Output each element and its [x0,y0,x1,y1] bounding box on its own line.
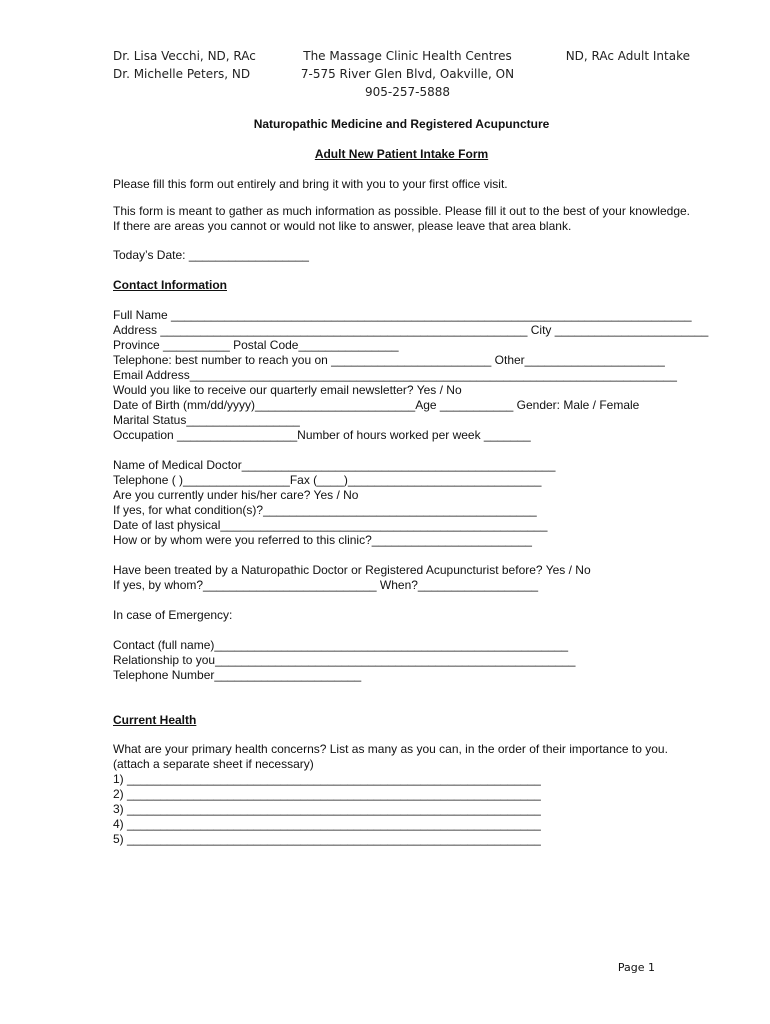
header-right [565,47,690,65]
emergency-label: In case of Emergency: [113,608,233,622]
page-title: Naturopathic Medicine and Registered Acupuncture [253,117,550,131]
newsletter-question[interactable]: Would you like to receive our quarterly email newsletter? Yes / No [113,383,462,397]
clinic-address: 7-575 River Glen Blvd, Oakville, ON [300,67,515,81]
form-type: ND, RAc Adult Intake [565,49,690,63]
address-field[interactable]: Address _______________________________________________________ City _______________________ [113,323,709,337]
under-care-question[interactable]: Are you currently under his/her care? Yes / No [113,488,359,502]
intro-paragraph-2: This form is meant to gather as much information as possible. Please fill it out to the best of your knowledge. If there are areas you cannot or would not like to answer, please leave that area blank. [113,204,690,233]
condition-field[interactable]: If yes, for what condition(s)?_________________________________________ [113,503,537,517]
dob-field[interactable]: Date of Birth (mm/dd/yyyy)________________________Age ___________ Gender: Male / Female [113,398,640,412]
page-number: Page 1 [617,961,655,974]
occupation-field[interactable]: Occupation __________________Number of hours worked per week _______ [113,428,531,442]
practitioner-2: Dr. Michelle Peters, ND [113,67,251,81]
concern-2-field[interactable]: 2) ______________________________________________________________ [113,787,541,801]
emergency-section [113,638,690,683]
contact-section [113,308,709,443]
clinic-name: The Massage Clinic Health Centres [303,49,512,63]
prior-treatment-field[interactable]: If yes, by whom?__________________________ When?__________________ [113,578,539,592]
form-subtitle: Adult New Patient Intake Form [314,147,489,161]
prior-treatment-question[interactable]: Have been treated by a Naturopathic Doctor or Registered Acupuncturist before? Yes / No [113,563,591,577]
concern-4-field[interactable]: 4) ______________________________________________________________ [113,817,541,831]
header-center [290,47,525,101]
todays-date-field[interactable]: Today’s Date: __________________ [113,248,309,262]
health-question: What are your primary health concerns? List as many as you can, in the order of their importance to you. (attach a separate sheet if necessary) [113,742,668,771]
form-body [113,116,709,847]
contact-heading: Contact Information [113,278,227,292]
doctor-phone-field[interactable]: Telephone ( )________________Fax (____)_____________________________ [113,473,542,487]
marital-status-field[interactable]: Marital Status_________________ [113,413,300,427]
referral-field[interactable]: How or by whom were you referred to this clinic?________________________ [113,533,532,547]
practitioner-1: Dr. Lisa Vecchi, ND, RAc [113,49,256,63]
health-concerns-list [113,772,690,847]
clinic-phone: 905-257-5888 [364,85,450,99]
doctor-section [113,458,690,548]
relationship-field[interactable]: Relationship to you______________________________________________________ [113,653,576,667]
concern-1-field[interactable]: 1) ______________________________________________________________ [113,772,541,786]
full-name-field[interactable]: Full Name ______________________________________________________________________________ [113,308,692,322]
header-left [113,47,256,83]
concern-5-field[interactable]: 5) ______________________________________________________________ [113,832,541,846]
concern-3-field[interactable]: 3) ______________________________________________________________ [113,802,541,816]
emergency-phone-field[interactable]: Telephone Number______________________ [113,668,362,682]
intro-paragraph-1: Please fill this form out entirely and bring it with you to your first office visit. [113,177,508,191]
last-physical-field[interactable]: Date of last physical_________________________________________________ [113,518,548,532]
medical-doctor-field[interactable]: Name of Medical Doctor_______________________________________________ [113,458,556,472]
current-health-heading: Current Health [113,713,197,727]
emergency-contact-field[interactable]: Contact (full name)_____________________________________________________ [113,638,569,652]
email-field[interactable]: Email Address_________________________________________________________________________ [113,368,677,382]
telephone-field[interactable]: Telephone: best number to reach you on ________________________ Other_____________________ [113,353,665,367]
province-field[interactable]: Province __________ Postal Code_______________ [113,338,399,352]
prior-treatment-section [113,563,690,593]
